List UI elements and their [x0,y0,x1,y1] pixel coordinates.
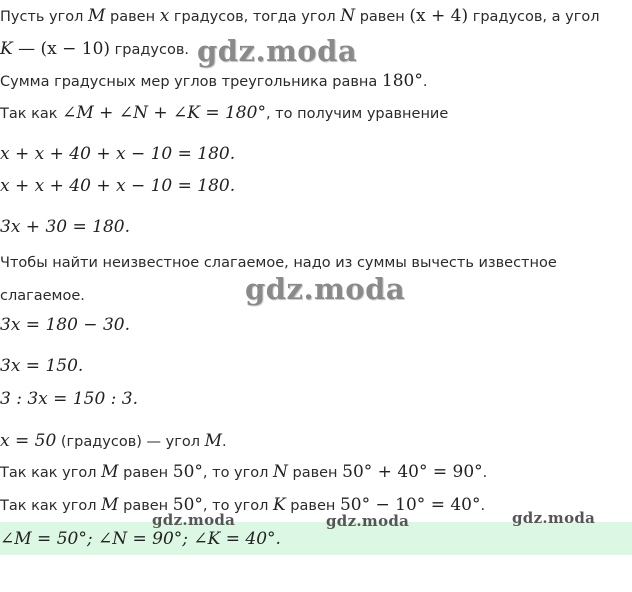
line-4 [0,103,448,123]
math-expr: x + x + 40 + x − 10 = 180. [0,176,236,196]
text: Пусть угол [0,9,89,25]
line-14 [0,462,487,482]
text: Сумма градусных мер углов треугольника равна [0,74,382,90]
text: градусов. [110,42,189,58]
math-expr: 50° + 40° = 90° [342,462,483,482]
math-expr: 50° [172,495,203,515]
text: слагаемое. [0,288,85,304]
math-var: K [273,495,286,515]
text: . [422,74,428,90]
line-10 [0,315,130,335]
text: Так как угол [0,498,102,514]
math-expr: 3 : 3x = 150 : 3. [0,389,139,409]
watermark: gdz.moda [197,34,358,68]
text: (градусов) — угол [56,434,205,450]
text: градусов, тогда угол [169,9,341,25]
line-3 [0,71,427,91]
answer-line [0,529,281,549]
text: , то угол [202,498,273,514]
text: Так как [0,106,63,122]
line-5 [0,144,235,164]
math-expr: ∠M = 50°; ∠N = 90°; ∠K = 40°. [0,529,281,549]
text: . [482,465,488,481]
math-expr: x = 50 [0,431,57,451]
line-2 [0,39,189,59]
text: равен [355,9,410,25]
math-var: N [273,462,288,482]
math-expr: 3x + 30 = 180. [0,217,130,237]
text: равен [118,465,173,481]
math-expr: 50° − 10° = 40° [339,495,481,515]
line-9 [0,285,85,304]
math-expr: ∠M + ∠N + ∠K = 180° [62,103,266,123]
math-var: M [101,495,119,515]
watermark: gdz.moda [152,511,236,529]
math-expr: 180° [381,71,423,91]
line-12 [0,389,138,409]
line-11 [0,356,83,376]
text: равен [285,498,340,514]
math-expr: (x − 10) [40,39,111,59]
line-13 [0,431,227,451]
math-dash: — [12,39,41,59]
watermark: gdz.moda [326,512,410,530]
text: Так как угол [0,465,102,481]
math-expr: x + x + 40 + x − 10 = 180. [0,144,236,164]
math-var: x [159,6,170,26]
math-var: M [101,462,119,482]
text: . [480,498,486,514]
math-var: K [0,39,13,59]
line-1 [0,6,599,26]
text: , то угол [202,465,273,481]
line-7 [0,217,130,237]
math-var: M [204,431,222,451]
line-15 [0,495,485,515]
line-6 [0,176,235,196]
math-var: N [340,6,356,26]
text: . [222,434,227,450]
text: равен [287,465,343,481]
line-8 [0,252,557,271]
math-expr: 3x = 150. [0,356,84,376]
watermark: gdz.moda [245,272,406,306]
text: градусов, а угол [468,9,600,25]
math-expr: (x + 4) [409,6,469,26]
text: , то получим уравнение [265,106,449,122]
text: равен [105,9,160,25]
text: равен [118,498,173,514]
math-expr: 50° [172,462,203,482]
text: Чтобы найти неизвестное слагаемое, надо из суммы вычесть известное [0,255,557,271]
math-var: M [88,6,106,26]
watermark: gdz.moda [512,509,596,527]
math-expr: 3x = 180 − 30. [0,315,130,335]
